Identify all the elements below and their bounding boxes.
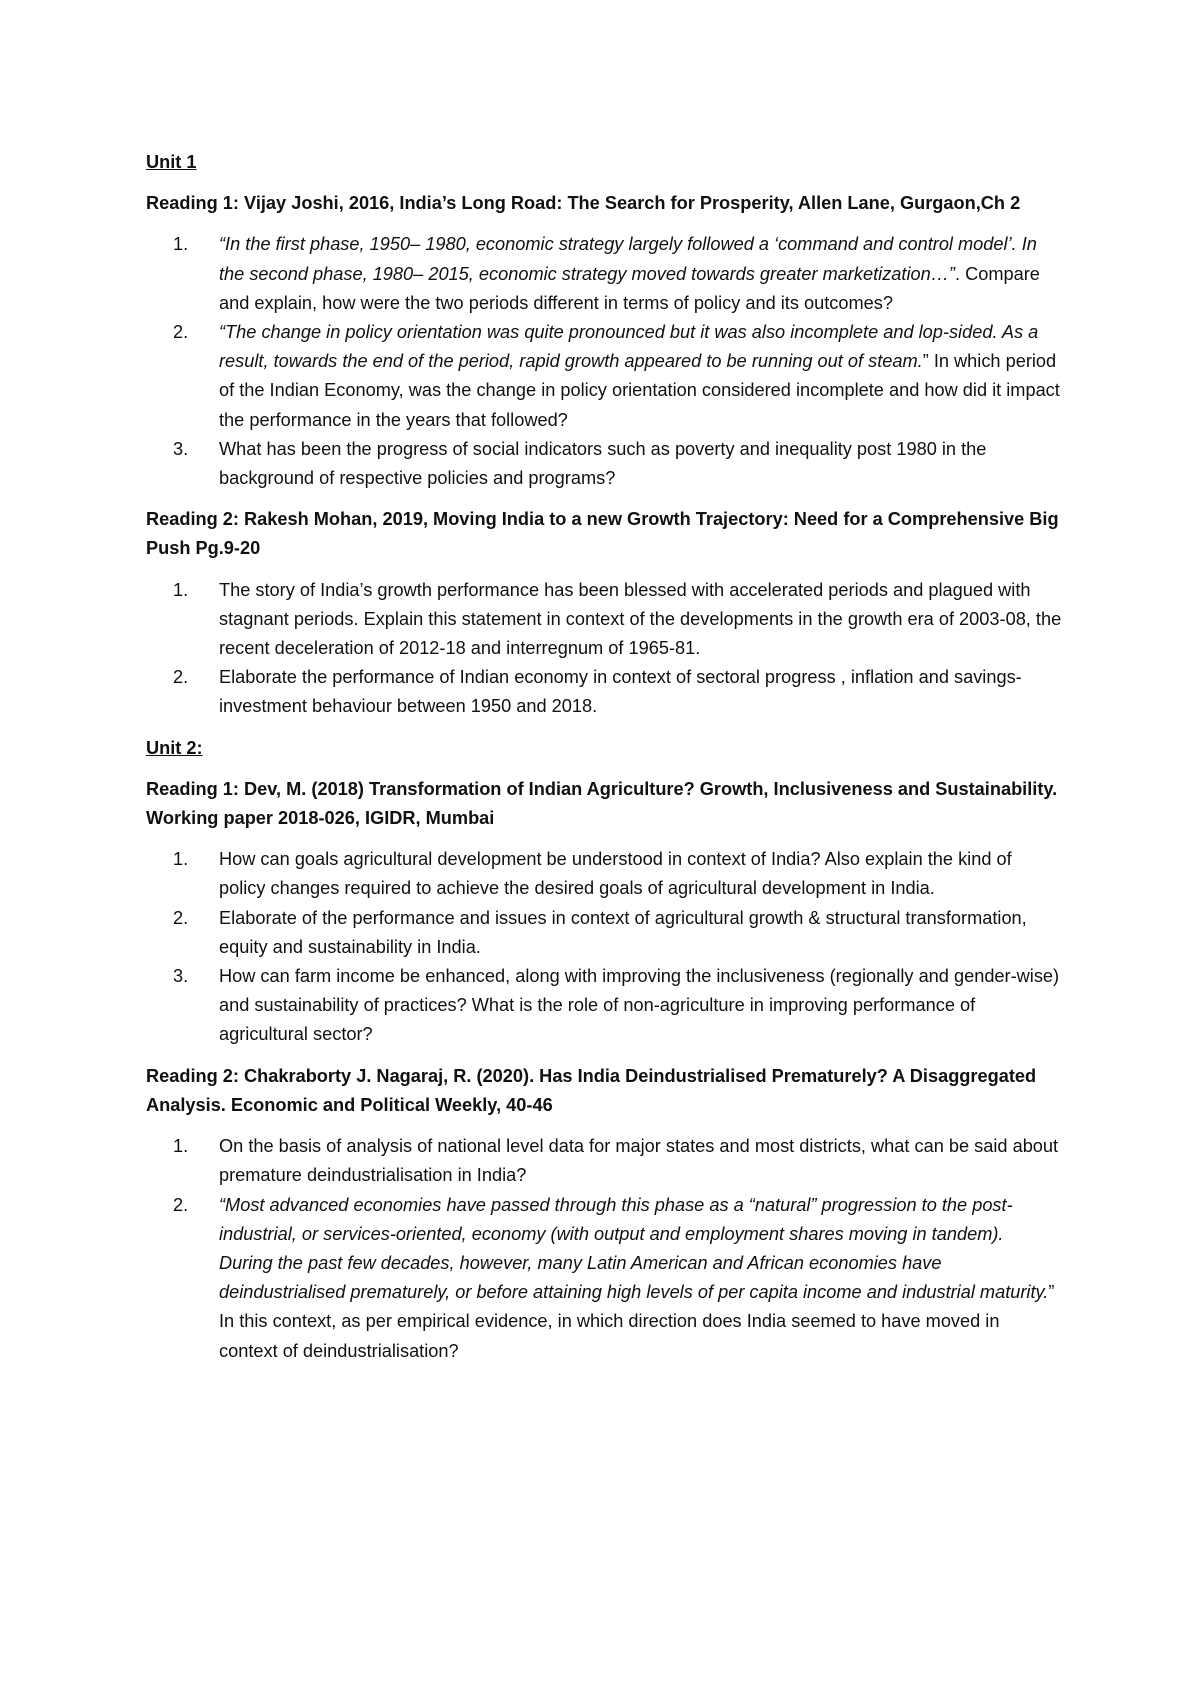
question-number: 2.	[173, 322, 189, 343]
question-list	[146, 845, 1062, 1049]
question-quote: “Most advanced economies have passed through this phase as a “natural” progression to the post-industrial, or services-oriented, economy (with output and employment shares moving in tandem). During the past few decades, however, many Latin American and African economies have deindustrialised prematurely, or before attaining high levels of per capita income and industrial maturity.	[219, 1194, 1049, 1303]
question-text: On the basis of analysis of national level data for major states and most districts, what can be said about premature deindustrialisation in India?	[219, 1136, 1059, 1186]
question-text: The story of India’s growth performance has been blessed with accelerated periods and plagued with stagnant periods. Explain this statement in context of the developments in the growth era of 2003-08, the recent deceleration of 2012-18 and interregnum of 1965-81.	[219, 579, 1062, 659]
unit-heading: Unit 1	[146, 152, 197, 172]
question-item	[146, 1132, 1062, 1190]
question-list	[146, 576, 1062, 722]
reading-block	[146, 189, 1062, 493]
question-text: ” In which period of the Indian Economy, was the change in policy orientation considered incomplete and how did it impact the performance in the years that followed?	[219, 351, 1060, 430]
question-text: Elaborate of the performance and issues in context of agricultural growth & structural transformation, equity and sustainability in India.	[219, 907, 1027, 957]
question-item	[146, 576, 1062, 664]
question-quote: “The change in policy orientation was quite pronounced but it was also incomplete and lop-sided. As a result, towards the end of the period, rapid growth appeared to be running out of steam.	[219, 322, 1039, 372]
question-item	[146, 435, 1062, 493]
question-number: 2.	[173, 667, 189, 688]
question-item	[146, 904, 1062, 962]
question-number: 3.	[173, 438, 189, 459]
question-list	[146, 230, 1062, 493]
unit-section	[146, 734, 1062, 1366]
question-number: 2.	[173, 1194, 189, 1215]
question-number: 2.	[173, 907, 189, 928]
question-quote: “In the first phase, 1950– 1980, economic strategy largely followed a ‘command and control model’. In the second phase, 1980– 2015, economic strategy moved towards greater marketization…”	[219, 234, 1037, 284]
unit-section	[146, 148, 1062, 722]
reading-heading: Reading 2: Rakesh Mohan, 2019, Moving India to a new Growth Trajectory: Need for a Comprehensive Big Push Pg.9-20	[146, 509, 1059, 559]
question-text: Elaborate the performance of Indian economy in context of sectoral progress , inflation and savings- investment behaviour between 1950 and 2018.	[219, 667, 1022, 717]
question-text: How can farm income be enhanced, along with improving the inclusiveness (regionally and gender-wise) and sustainability of practices? What is the role of non-agriculture in improving performance of agricultural sector?	[219, 966, 1060, 1045]
question-text: . Compare and explain, how were the two periods different in terms of policy and its outcomes?	[219, 263, 1040, 313]
question-number: 1.	[173, 849, 189, 870]
question-list	[146, 1132, 1062, 1366]
reading-block	[146, 775, 1062, 1050]
question-number: 3.	[173, 966, 189, 987]
question-item	[146, 962, 1062, 1050]
reading-heading: Reading 2: Chakraborty J. Nagaraj, R. (2020). Has India Deindustrialised Prematurely? A Disaggregated Analysis. Economic and Political Weekly, 40-46	[146, 1065, 1037, 1115]
question-number: 1.	[173, 234, 189, 255]
question-item	[146, 663, 1062, 721]
reading-block	[146, 505, 1062, 721]
question-item	[146, 230, 1062, 318]
question-text: What has been the progress of social indicators such as poverty and inequality post 1980 in the background of respective policies and programs?	[219, 438, 987, 489]
reading-heading: Reading 1: Vijay Joshi, 2016, India’s Long Road: The Search for Prosperity, Allen Lane, Gurgaon,Ch 2	[146, 193, 1021, 214]
question-number: 1.	[173, 579, 189, 600]
unit-heading: Unit 2:	[146, 737, 203, 758]
document-page	[146, 148, 1062, 1378]
reading-heading: Reading 1: Dev, M. (2018) Transformation of Indian Agriculture? Growth, Inclusiveness and Sustainability. Working paper 2018-026, IGIDR, Mumbai	[146, 778, 1058, 829]
question-text: How can goals agricultural development be understood in context of India? Also explain the kind of policy changes required to achieve the desired goals of agricultural development in India.	[219, 849, 1012, 899]
question-text: ” In this context, as per empirical evidence, in which direction does India seemed to have moved in context of deindustrialisation?	[219, 1282, 1055, 1361]
question-item	[146, 1191, 1062, 1366]
reading-block	[146, 1062, 1062, 1366]
question-item	[146, 318, 1062, 435]
question-item	[146, 845, 1062, 903]
question-number: 1.	[173, 1136, 189, 1157]
